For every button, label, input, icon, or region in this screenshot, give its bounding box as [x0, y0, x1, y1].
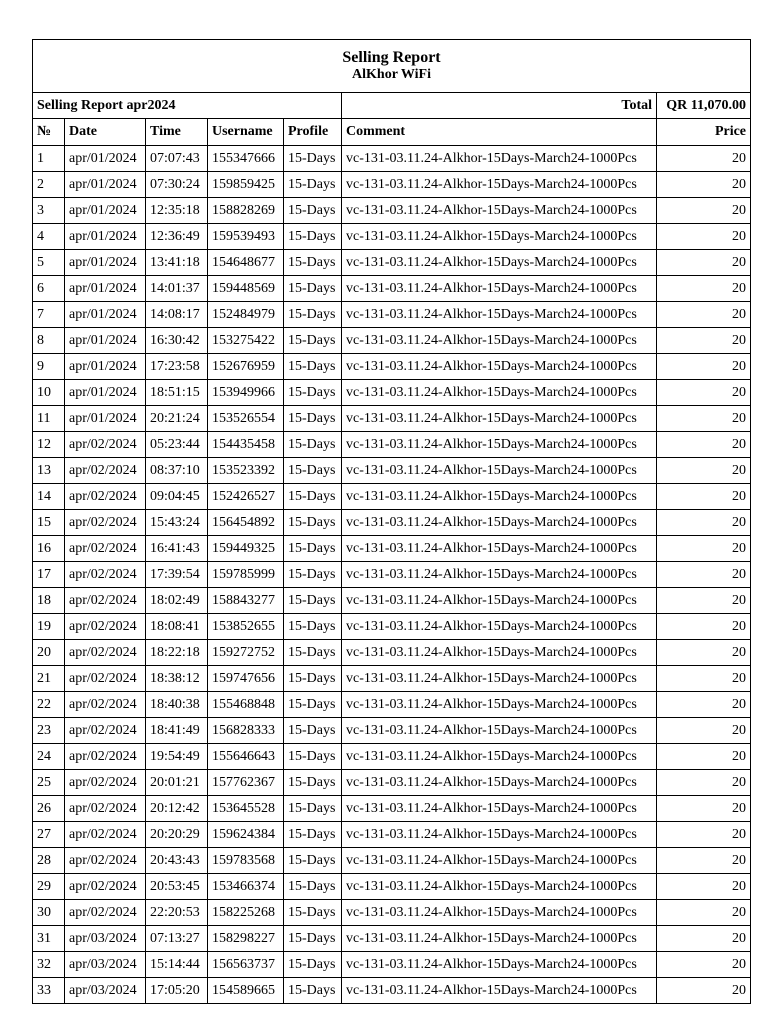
- cell-comment: vc-131-03.11.24-Alkhor-15Days-March24-1000Pcs: [342, 718, 657, 744]
- cell-profile: 15-Days: [284, 770, 342, 796]
- cell-no: 17: [33, 562, 65, 588]
- cell-date: apr/02/2024: [65, 900, 146, 926]
- cell-profile: 15-Days: [284, 900, 342, 926]
- cell-profile: 15-Days: [284, 666, 342, 692]
- cell-time: 16:41:43: [146, 536, 208, 562]
- cell-username: 153852655: [208, 614, 284, 640]
- cell-time: 18:40:38: [146, 692, 208, 718]
- cell-no: 22: [33, 692, 65, 718]
- cell-price: 20: [657, 354, 751, 380]
- cell-profile: 15-Days: [284, 172, 342, 198]
- cell-date: apr/01/2024: [65, 380, 146, 406]
- cell-profile: 15-Days: [284, 692, 342, 718]
- cell-date: apr/02/2024: [65, 614, 146, 640]
- cell-price: 20: [657, 510, 751, 536]
- cell-profile: 15-Days: [284, 874, 342, 900]
- cell-profile: 15-Days: [284, 926, 342, 952]
- cell-date: apr/01/2024: [65, 146, 146, 172]
- cell-date: apr/03/2024: [65, 978, 146, 1004]
- cell-date: apr/02/2024: [65, 640, 146, 666]
- cell-time: 18:38:12: [146, 666, 208, 692]
- cell-date: apr/01/2024: [65, 302, 146, 328]
- cell-date: apr/01/2024: [65, 250, 146, 276]
- cell-time: 13:41:18: [146, 250, 208, 276]
- cell-time: 20:43:43: [146, 848, 208, 874]
- cell-time: 14:08:17: [146, 302, 208, 328]
- cell-price: 20: [657, 614, 751, 640]
- table-row: [33, 484, 751, 510]
- cell-profile: 15-Days: [284, 588, 342, 614]
- cell-price: 20: [657, 198, 751, 224]
- cell-price: 20: [657, 484, 751, 510]
- cell-date: apr/02/2024: [65, 484, 146, 510]
- cell-date: apr/01/2024: [65, 354, 146, 380]
- cell-price: 20: [657, 588, 751, 614]
- cell-price: 20: [657, 666, 751, 692]
- cell-time: 18:22:18: [146, 640, 208, 666]
- cell-username: 158225268: [208, 900, 284, 926]
- cell-comment: vc-131-03.11.24-Alkhor-15Days-March24-1000Pcs: [342, 484, 657, 510]
- cell-comment: vc-131-03.11.24-Alkhor-15Days-March24-1000Pcs: [342, 276, 657, 302]
- report-subtitle: AlKhor WiFi: [352, 67, 431, 83]
- table-row: [33, 900, 751, 926]
- cell-date: apr/01/2024: [65, 224, 146, 250]
- cell-no: 31: [33, 926, 65, 952]
- cell-no: 23: [33, 718, 65, 744]
- cell-comment: vc-131-03.11.24-Alkhor-15Days-March24-1000Pcs: [342, 224, 657, 250]
- cell-profile: 15-Days: [284, 276, 342, 302]
- cell-no: 6: [33, 276, 65, 302]
- cell-date: apr/02/2024: [65, 848, 146, 874]
- cell-comment: vc-131-03.11.24-Alkhor-15Days-March24-1000Pcs: [342, 510, 657, 536]
- cell-comment: vc-131-03.11.24-Alkhor-15Days-March24-1000Pcs: [342, 666, 657, 692]
- cell-username: 152426527: [208, 484, 284, 510]
- cell-profile: 15-Days: [284, 978, 342, 1004]
- table-row: [33, 224, 751, 250]
- cell-date: apr/01/2024: [65, 328, 146, 354]
- cell-comment: vc-131-03.11.24-Alkhor-15Days-March24-1000Pcs: [342, 796, 657, 822]
- cell-comment: vc-131-03.11.24-Alkhor-15Days-March24-1000Pcs: [342, 562, 657, 588]
- cell-price: 20: [657, 796, 751, 822]
- cell-no: 4: [33, 224, 65, 250]
- report-period-label: Selling Report apr2024: [33, 93, 342, 119]
- table-row: [33, 614, 751, 640]
- cell-date: apr/02/2024: [65, 718, 146, 744]
- table-row: [33, 172, 751, 198]
- cell-price: 20: [657, 718, 751, 744]
- cell-date: apr/02/2024: [65, 458, 146, 484]
- cell-username: 159859425: [208, 172, 284, 198]
- cell-no: 16: [33, 536, 65, 562]
- cell-date: apr/02/2024: [65, 796, 146, 822]
- cell-time: 07:07:43: [146, 146, 208, 172]
- cell-price: 20: [657, 744, 751, 770]
- cell-no: 13: [33, 458, 65, 484]
- cell-no: 26: [33, 796, 65, 822]
- cell-comment: vc-131-03.11.24-Alkhor-15Days-March24-1000Pcs: [342, 926, 657, 952]
- report-rows: [33, 146, 751, 1004]
- cell-username: 155468848: [208, 692, 284, 718]
- cell-time: 20:21:24: [146, 406, 208, 432]
- cell-date: apr/02/2024: [65, 874, 146, 900]
- table-row: [33, 848, 751, 874]
- table-row: [33, 692, 751, 718]
- report-title: Selling Report: [342, 49, 441, 66]
- cell-time: 22:20:53: [146, 900, 208, 926]
- cell-profile: 15-Days: [284, 848, 342, 874]
- cell-username: 153523392: [208, 458, 284, 484]
- cell-comment: vc-131-03.11.24-Alkhor-15Days-March24-1000Pcs: [342, 978, 657, 1004]
- cell-username: 158298227: [208, 926, 284, 952]
- cell-no: 25: [33, 770, 65, 796]
- cell-comment: vc-131-03.11.24-Alkhor-15Days-March24-1000Pcs: [342, 354, 657, 380]
- cell-price: 20: [657, 224, 751, 250]
- table-row: [33, 432, 751, 458]
- column-header-profile: Profile: [284, 119, 342, 146]
- cell-comment: vc-131-03.11.24-Alkhor-15Days-March24-1000Pcs: [342, 744, 657, 770]
- cell-time: 17:23:58: [146, 354, 208, 380]
- cell-no: 7: [33, 302, 65, 328]
- cell-profile: 15-Days: [284, 796, 342, 822]
- table-row: [33, 458, 751, 484]
- cell-time: 20:53:45: [146, 874, 208, 900]
- cell-time: 17:39:54: [146, 562, 208, 588]
- cell-username: 159448569: [208, 276, 284, 302]
- table-row: [33, 250, 751, 276]
- cell-comment: vc-131-03.11.24-Alkhor-15Days-March24-1000Pcs: [342, 770, 657, 796]
- cell-date: apr/01/2024: [65, 406, 146, 432]
- cell-time: 17:05:20: [146, 978, 208, 1004]
- cell-no: 24: [33, 744, 65, 770]
- cell-username: 156563737: [208, 952, 284, 978]
- column-header-date: Date: [65, 119, 146, 146]
- table-row: [33, 380, 751, 406]
- cell-profile: 15-Days: [284, 458, 342, 484]
- table-row: [33, 354, 751, 380]
- cell-username: 159783568: [208, 848, 284, 874]
- cell-username: 152676959: [208, 354, 284, 380]
- cell-profile: 15-Days: [284, 640, 342, 666]
- cell-no: 15: [33, 510, 65, 536]
- cell-comment: vc-131-03.11.24-Alkhor-15Days-March24-1000Pcs: [342, 640, 657, 666]
- cell-comment: vc-131-03.11.24-Alkhor-15Days-March24-1000Pcs: [342, 250, 657, 276]
- cell-price: 20: [657, 952, 751, 978]
- table-row: [33, 146, 751, 172]
- cell-price: 20: [657, 900, 751, 926]
- cell-date: apr/02/2024: [65, 744, 146, 770]
- cell-date: apr/02/2024: [65, 770, 146, 796]
- column-header-comment: Comment: [342, 119, 657, 146]
- cell-time: 09:04:45: [146, 484, 208, 510]
- cell-comment: vc-131-03.11.24-Alkhor-15Days-March24-1000Pcs: [342, 198, 657, 224]
- cell-no: 20: [33, 640, 65, 666]
- cell-time: 19:54:49: [146, 744, 208, 770]
- cell-comment: vc-131-03.11.24-Alkhor-15Days-March24-1000Pcs: [342, 406, 657, 432]
- cell-price: 20: [657, 432, 751, 458]
- cell-comment: vc-131-03.11.24-Alkhor-15Days-March24-1000Pcs: [342, 328, 657, 354]
- cell-profile: 15-Days: [284, 146, 342, 172]
- cell-no: 27: [33, 822, 65, 848]
- cell-no: 10: [33, 380, 65, 406]
- cell-price: 20: [657, 380, 751, 406]
- cell-comment: vc-131-03.11.24-Alkhor-15Days-March24-1000Pcs: [342, 458, 657, 484]
- table-row: [33, 588, 751, 614]
- cell-price: 20: [657, 822, 751, 848]
- table-row: [33, 640, 751, 666]
- cell-date: apr/01/2024: [65, 172, 146, 198]
- cell-no: 19: [33, 614, 65, 640]
- cell-no: 30: [33, 900, 65, 926]
- cell-no: 32: [33, 952, 65, 978]
- cell-price: 20: [657, 692, 751, 718]
- cell-no: 21: [33, 666, 65, 692]
- cell-no: 33: [33, 978, 65, 1004]
- cell-price: 20: [657, 276, 751, 302]
- cell-username: 153275422: [208, 328, 284, 354]
- cell-comment: vc-131-03.11.24-Alkhor-15Days-March24-1000Pcs: [342, 614, 657, 640]
- table-row: [33, 718, 751, 744]
- cell-username: 159747656: [208, 666, 284, 692]
- cell-price: 20: [657, 536, 751, 562]
- cell-profile: 15-Days: [284, 432, 342, 458]
- cell-price: 20: [657, 562, 751, 588]
- cell-comment: vc-131-03.11.24-Alkhor-15Days-March24-1000Pcs: [342, 432, 657, 458]
- selling-report-table: [32, 39, 751, 1004]
- table-row: [33, 770, 751, 796]
- cell-price: 20: [657, 250, 751, 276]
- cell-time: 18:41:49: [146, 718, 208, 744]
- table-row: [33, 874, 751, 900]
- cell-time: 15:14:44: [146, 952, 208, 978]
- cell-profile: 15-Days: [284, 484, 342, 510]
- cell-date: apr/02/2024: [65, 666, 146, 692]
- cell-comment: vc-131-03.11.24-Alkhor-15Days-March24-1000Pcs: [342, 536, 657, 562]
- cell-profile: 15-Days: [284, 250, 342, 276]
- column-header-price: Price: [657, 119, 751, 146]
- cell-date: apr/02/2024: [65, 510, 146, 536]
- cell-price: 20: [657, 172, 751, 198]
- cell-no: 8: [33, 328, 65, 354]
- cell-profile: 15-Days: [284, 562, 342, 588]
- table-row: [33, 796, 751, 822]
- cell-date: apr/02/2024: [65, 822, 146, 848]
- cell-date: apr/02/2024: [65, 588, 146, 614]
- total-label: Total: [342, 93, 657, 119]
- cell-no: 5: [33, 250, 65, 276]
- cell-profile: 15-Days: [284, 406, 342, 432]
- cell-comment: vc-131-03.11.24-Alkhor-15Days-March24-1000Pcs: [342, 952, 657, 978]
- cell-username: 156454892: [208, 510, 284, 536]
- cell-no: 2: [33, 172, 65, 198]
- cell-price: 20: [657, 848, 751, 874]
- cell-price: 20: [657, 406, 751, 432]
- cell-profile: 15-Days: [284, 224, 342, 250]
- cell-date: apr/01/2024: [65, 198, 146, 224]
- cell-comment: vc-131-03.11.24-Alkhor-15Days-March24-1000Pcs: [342, 172, 657, 198]
- table-row: [33, 328, 751, 354]
- cell-profile: 15-Days: [284, 952, 342, 978]
- cell-username: 157762367: [208, 770, 284, 796]
- cell-profile: 15-Days: [284, 718, 342, 744]
- cell-profile: 15-Days: [284, 354, 342, 380]
- cell-price: 20: [657, 874, 751, 900]
- cell-profile: 15-Days: [284, 614, 342, 640]
- cell-no: 11: [33, 406, 65, 432]
- cell-comment: vc-131-03.11.24-Alkhor-15Days-March24-1000Pcs: [342, 874, 657, 900]
- cell-username: 158843277: [208, 588, 284, 614]
- cell-username: 153645528: [208, 796, 284, 822]
- table-row: [33, 926, 751, 952]
- cell-username: 153949966: [208, 380, 284, 406]
- cell-time: 18:08:41: [146, 614, 208, 640]
- cell-profile: 15-Days: [284, 198, 342, 224]
- table-row: [33, 302, 751, 328]
- total-value: QR 11,070.00: [657, 93, 751, 119]
- cell-comment: vc-131-03.11.24-Alkhor-15Days-March24-1000Pcs: [342, 822, 657, 848]
- cell-time: 20:01:21: [146, 770, 208, 796]
- cell-price: 20: [657, 978, 751, 1004]
- cell-no: 29: [33, 874, 65, 900]
- cell-time: 15:43:24: [146, 510, 208, 536]
- cell-price: 20: [657, 640, 751, 666]
- cell-time: 18:02:49: [146, 588, 208, 614]
- cell-date: apr/02/2024: [65, 692, 146, 718]
- cell-comment: vc-131-03.11.24-Alkhor-15Days-March24-1000Pcs: [342, 588, 657, 614]
- cell-profile: 15-Days: [284, 380, 342, 406]
- cell-username: 159624384: [208, 822, 284, 848]
- cell-time: 20:12:42: [146, 796, 208, 822]
- table-row: [33, 562, 751, 588]
- cell-price: 20: [657, 302, 751, 328]
- cell-time: 07:30:24: [146, 172, 208, 198]
- cell-time: 12:35:18: [146, 198, 208, 224]
- cell-price: 20: [657, 458, 751, 484]
- cell-username: 154589665: [208, 978, 284, 1004]
- cell-profile: 15-Days: [284, 302, 342, 328]
- cell-no: 18: [33, 588, 65, 614]
- report-title-block: [33, 40, 751, 93]
- cell-date: apr/03/2024: [65, 952, 146, 978]
- cell-username: 159785999: [208, 562, 284, 588]
- cell-profile: 15-Days: [284, 328, 342, 354]
- cell-time: 16:30:42: [146, 328, 208, 354]
- table-row: [33, 822, 751, 848]
- cell-date: apr/03/2024: [65, 926, 146, 952]
- cell-no: 9: [33, 354, 65, 380]
- cell-time: 20:20:29: [146, 822, 208, 848]
- cell-username: 156828333: [208, 718, 284, 744]
- cell-no: 1: [33, 146, 65, 172]
- column-header-username: Username: [208, 119, 284, 146]
- table-row: [33, 536, 751, 562]
- cell-price: 20: [657, 926, 751, 952]
- cell-profile: 15-Days: [284, 536, 342, 562]
- cell-time: 07:13:27: [146, 926, 208, 952]
- cell-username: 154648677: [208, 250, 284, 276]
- cell-profile: 15-Days: [284, 510, 342, 536]
- cell-date: apr/01/2024: [65, 276, 146, 302]
- cell-no: 12: [33, 432, 65, 458]
- cell-time: 12:36:49: [146, 224, 208, 250]
- cell-comment: vc-131-03.11.24-Alkhor-15Days-March24-1000Pcs: [342, 380, 657, 406]
- column-header-no: №: [33, 119, 65, 146]
- cell-time: 05:23:44: [146, 432, 208, 458]
- cell-username: 155646643: [208, 744, 284, 770]
- cell-comment: vc-131-03.11.24-Alkhor-15Days-March24-1000Pcs: [342, 146, 657, 172]
- table-row: [33, 406, 751, 432]
- cell-username: 153526554: [208, 406, 284, 432]
- table-row: [33, 510, 751, 536]
- cell-time: 18:51:15: [146, 380, 208, 406]
- cell-price: 20: [657, 770, 751, 796]
- table-row: [33, 276, 751, 302]
- table-row: [33, 666, 751, 692]
- cell-time: 08:37:10: [146, 458, 208, 484]
- cell-username: 155347666: [208, 146, 284, 172]
- cell-username: 158828269: [208, 198, 284, 224]
- cell-profile: 15-Days: [284, 822, 342, 848]
- cell-price: 20: [657, 328, 751, 354]
- cell-price: 20: [657, 146, 751, 172]
- cell-comment: vc-131-03.11.24-Alkhor-15Days-March24-1000Pcs: [342, 302, 657, 328]
- cell-date: apr/02/2024: [65, 432, 146, 458]
- table-row: [33, 978, 751, 1004]
- cell-no: 3: [33, 198, 65, 224]
- table-row: [33, 198, 751, 224]
- cell-profile: 15-Days: [284, 744, 342, 770]
- cell-time: 14:01:37: [146, 276, 208, 302]
- cell-no: 28: [33, 848, 65, 874]
- cell-username: 159449325: [208, 536, 284, 562]
- column-header-time: Time: [146, 119, 208, 146]
- cell-no: 14: [33, 484, 65, 510]
- cell-comment: vc-131-03.11.24-Alkhor-15Days-March24-1000Pcs: [342, 692, 657, 718]
- cell-username: 153466374: [208, 874, 284, 900]
- table-row: [33, 744, 751, 770]
- cell-comment: vc-131-03.11.24-Alkhor-15Days-March24-1000Pcs: [342, 848, 657, 874]
- cell-comment: vc-131-03.11.24-Alkhor-15Days-March24-1000Pcs: [342, 900, 657, 926]
- cell-date: apr/02/2024: [65, 562, 146, 588]
- cell-date: apr/02/2024: [65, 536, 146, 562]
- cell-username: 152484979: [208, 302, 284, 328]
- table-row: [33, 952, 751, 978]
- cell-username: 154435458: [208, 432, 284, 458]
- cell-username: 159272752: [208, 640, 284, 666]
- cell-username: 159539493: [208, 224, 284, 250]
